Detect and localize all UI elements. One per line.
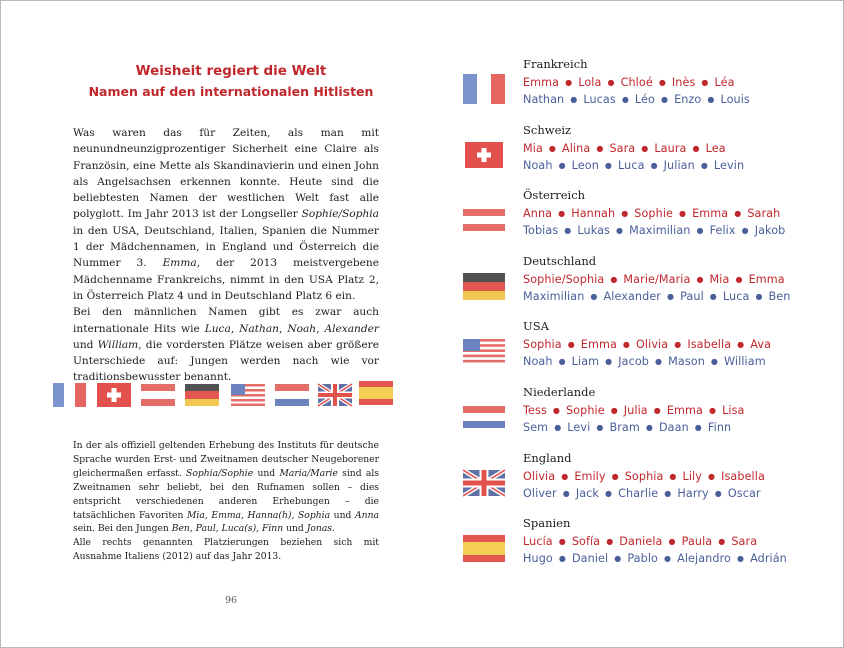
- boy-name: Leon: [571, 158, 599, 172]
- country-name: Niederlande: [523, 384, 596, 399]
- girl-name: Sophia: [523, 338, 562, 352]
- girl-name: Lily: [682, 469, 702, 483]
- boy-name: Daan: [658, 420, 689, 434]
- page-subtitle: Namen auf den internationalen Hitlisten: [88, 84, 374, 99]
- boys-names: Sem ● Levi ● Bram ● Daan ● Finn: [523, 420, 732, 434]
- girls-names: Olivia ● Emily ● Sophia ● Lily ● Isabella: [523, 469, 765, 483]
- boy-name: Felix: [709, 224, 736, 238]
- boys-names: Hugo ● Daniel ● Pablo ● Alejandro ● Adrián: [523, 552, 787, 566]
- boy-name: Léo: [634, 93, 655, 106]
- boy-name: Pablo: [627, 552, 658, 566]
- girl-name: Léa: [714, 76, 735, 89]
- girl-name: Alina: [562, 141, 591, 155]
- girl-name: Mia: [523, 141, 543, 155]
- girl-name: Lola: [578, 76, 602, 89]
- country-name: Österreich: [523, 188, 586, 203]
- boy-name: Hugo: [523, 552, 553, 566]
- girl-name: Emily: [574, 469, 606, 483]
- girl-name: Olivia: [636, 338, 669, 352]
- boy-name: William: [723, 355, 766, 369]
- flag-austria-icon: [463, 205, 505, 235]
- boy-name: Maximilian: [523, 289, 585, 303]
- girl-name: Sophie: [634, 207, 674, 221]
- boy-name: Alejandro: [677, 552, 731, 566]
- girl-name: Ava: [750, 338, 772, 352]
- boy-name: Oliver: [523, 486, 557, 500]
- girl-name: Anna: [523, 207, 553, 221]
- country-item-frankreich: [463, 57, 823, 123]
- footnote-paragraph-2: Alle rechts genannten Platzierungen beziehen sich mit Ausnahme Italiens (2012) auf das Jahr 2013.: [73, 537, 379, 563]
- country-item-schweiz: [463, 123, 823, 189]
- country-name: Spanien: [523, 516, 571, 531]
- girls-names: Anna ● Hannah ● Sophie ● Emma ● Sarah: [523, 207, 781, 221]
- girl-name: Emma: [748, 272, 785, 286]
- country-name: England: [523, 450, 572, 465]
- girl-name: Isabella: [721, 469, 765, 483]
- boy-name: Tobias: [523, 224, 559, 238]
- girl-name: Paula: [681, 535, 713, 549]
- girl-name: Lucía: [523, 535, 553, 549]
- flag-spain-icon: [359, 381, 393, 405]
- girl-name: Chloé: [620, 76, 653, 89]
- boy-name: Julian: [663, 158, 695, 172]
- boy-name: Charlie: [618, 486, 659, 500]
- boy-name: Maximilian: [629, 224, 691, 238]
- footnote-text: [73, 439, 379, 564]
- girl-name: Isabella: [687, 338, 732, 352]
- flag-switzerland-icon: [463, 140, 505, 170]
- boy-name: Luca: [618, 158, 645, 172]
- flag-spain-icon: [463, 533, 505, 563]
- girl-name: Emma: [523, 76, 560, 89]
- boys-names: Nathan ● Lucas ● Léo ● Enzo ● Louis: [523, 93, 750, 106]
- girl-name: Lisa: [722, 403, 745, 417]
- boy-name: Ben: [768, 289, 791, 303]
- page-title: Weisheit regiert die Welt: [135, 63, 327, 79]
- girl-name: Emma: [580, 338, 617, 352]
- page-number: 96: [224, 595, 238, 606]
- flag-netherlands-icon: [275, 384, 309, 406]
- flag-uk-icon: [463, 468, 505, 498]
- girl-name: Daniela: [619, 535, 663, 549]
- country-name: Deutschland: [523, 253, 597, 268]
- intro-paragraph-2: Bei den männlichen Namen gibt es zwar auch internationale Hits wie Luca, Nathan, Noah, Alexander und William, die vordersten Plätze weisen aber größere Unterschiede auf: Jungen werden nach wie vor traditionsbewusster benannt.: [73, 306, 379, 384]
- boy-name: Levi: [567, 420, 591, 434]
- flag-germany-icon: [463, 271, 505, 301]
- boy-name: Luca: [722, 289, 750, 303]
- boy-name: Lukas: [577, 224, 610, 238]
- boy-name: Alexander: [603, 289, 661, 303]
- girl-name: Sophie: [565, 403, 605, 417]
- boy-name: Jacob: [618, 355, 650, 369]
- boy-name: Oscar: [727, 486, 761, 500]
- footnote-paragraph-1: In der als offiziell geltenden Erhebung des Instituts für deutsche Sprache wurden Erst- und Zweitnamen deutscher Neugeborener gleichermaßen erfasst. Sophia/Sophie und Maria/Marie sind als Zweitnamen sehr beliebt, bei den Rufnamen sollen – dies entspricht verschiedenen anderen Erhebungen – die tatsächlichen Favoriten Mia, Emma, Hanna(h), Sophia und Anna sein. Bei den Jungen Ben, Paul, Luca(s), Finn und Jonas.: [73, 440, 379, 535]
- flag-switzerland-icon: [97, 383, 131, 407]
- boy-name: Liam: [571, 355, 600, 369]
- girls-names: Emma ● Lola ● Chloé ● Inès ● Léa: [523, 76, 735, 89]
- boy-name: Lucas: [583, 93, 616, 106]
- country-name: Schweiz: [523, 122, 572, 137]
- boy-name: Jakob: [754, 224, 786, 238]
- boy-name: Paul: [680, 289, 704, 303]
- girl-name: Emma: [666, 403, 703, 417]
- boy-name: Daniel: [571, 552, 609, 566]
- boy-name: Sem: [523, 420, 549, 434]
- boy-name: Noah: [523, 158, 553, 172]
- boys-names: Noah ● Leon ● Luca ● Julian ● Levin: [523, 158, 745, 172]
- girl-name: Julia: [623, 403, 648, 417]
- flag-usa-icon: [231, 384, 265, 406]
- flag-netherlands-icon: [463, 402, 505, 432]
- boy-name: Finn: [707, 420, 732, 434]
- girl-name: Sarah: [747, 207, 781, 221]
- girl-name: Sara: [609, 141, 636, 155]
- boy-name: Louis: [720, 93, 750, 106]
- country-item-oesterreich: [463, 188, 823, 254]
- girl-name: Sofía: [571, 535, 601, 549]
- flag-france-icon: [463, 74, 505, 104]
- boy-name: Enzo: [674, 93, 702, 106]
- girls-names: Tess ● Sophie ● Julia ● Emma ● Lisa: [523, 403, 745, 417]
- boy-name: Jack: [575, 486, 600, 500]
- boys-names: Maximilian ● Alexander ● Paul ● Luca ● Ben: [523, 289, 791, 303]
- flag-usa-icon: [463, 336, 505, 366]
- country-item-niederlande: [463, 385, 823, 451]
- girl-name: Hannah: [571, 207, 616, 221]
- flag-uk-icon: [318, 384, 352, 406]
- country-list: [463, 57, 823, 582]
- intro-paragraph-1: Was waren das für Zeiten, als man mit neunundneunzigprozentiger Sicherheit eine Claire als Französin, eine Mette als Skandinavierin und einen John als Angelsachsen erkennen konnte. Heute sind die beliebtesten Namen der westlichen Welt fast alle polyglott. Im Jahr 2013 ist der Longseller Sophie/Sophia in den USA, Deutschland, Italien, Spanien die Nummer 1 der Mädchennamen, in England und Österreich die Nummer 3. Emma, der 2013 meistvergebene Mädchenname Frankreichs, nimmt in den USA Platz 2, in Österreich Platz 4 und in Deutschland Platz 6 ein.: [73, 127, 379, 302]
- country-name: USA: [523, 319, 549, 334]
- country-item-spanien: [463, 516, 823, 582]
- flag-strip: [53, 379, 393, 413]
- boy-name: Adrián: [750, 552, 787, 566]
- girl-name: Lea: [705, 141, 726, 155]
- intro-text: [73, 125, 379, 386]
- girls-names: Lucía ● Sofía ● Daniela ● Paula ● Sara: [523, 535, 758, 549]
- boys-names: Oliver ● Jack ● Charlie ● Harry ● Oscar: [523, 486, 761, 500]
- boy-name: Mason: [668, 355, 705, 369]
- girl-name: Mia: [709, 272, 730, 286]
- boy-name: Bram: [609, 420, 640, 434]
- girl-name: Tess: [523, 403, 547, 417]
- country-name: Frankreich: [523, 57, 588, 71]
- girl-name: Olivia: [523, 469, 556, 483]
- flag-france-icon: [53, 383, 86, 407]
- boy-name: Nathan: [523, 93, 565, 106]
- country-item-england: [463, 451, 823, 517]
- boy-name: Levin: [713, 158, 745, 172]
- girl-name: Sara: [731, 535, 758, 549]
- country-item-deutschland: [463, 254, 823, 320]
- girls-names: Mia ● Alina ● Sara ● Laura ● Lea: [523, 141, 726, 155]
- girl-name: Sophia: [624, 469, 664, 483]
- flag-austria-icon: [141, 384, 175, 406]
- girls-names: Sophie/Sophia ● Marie/Maria ● Mia ● Emma: [523, 272, 785, 286]
- girl-name: Marie/Maria: [623, 272, 691, 286]
- girl-name: Laura: [654, 141, 687, 155]
- boys-names: Noah ● Liam ● Jacob ● Mason ● William: [523, 355, 766, 369]
- boy-name: Noah: [523, 355, 553, 369]
- girls-names: Sophia ● Emma ● Olivia ● Isabella ● Ava: [523, 338, 772, 352]
- girl-name: Emma: [692, 207, 729, 221]
- girl-name: Inès: [671, 76, 696, 89]
- flag-germany-icon: [185, 384, 219, 406]
- country-item-usa: [463, 319, 823, 385]
- boys-names: Tobias ● Lukas ● Maximilian ● Felix ● Jakob: [523, 224, 786, 238]
- girl-name: Sophie/Sophia: [523, 272, 605, 286]
- boy-name: Harry: [677, 486, 709, 500]
